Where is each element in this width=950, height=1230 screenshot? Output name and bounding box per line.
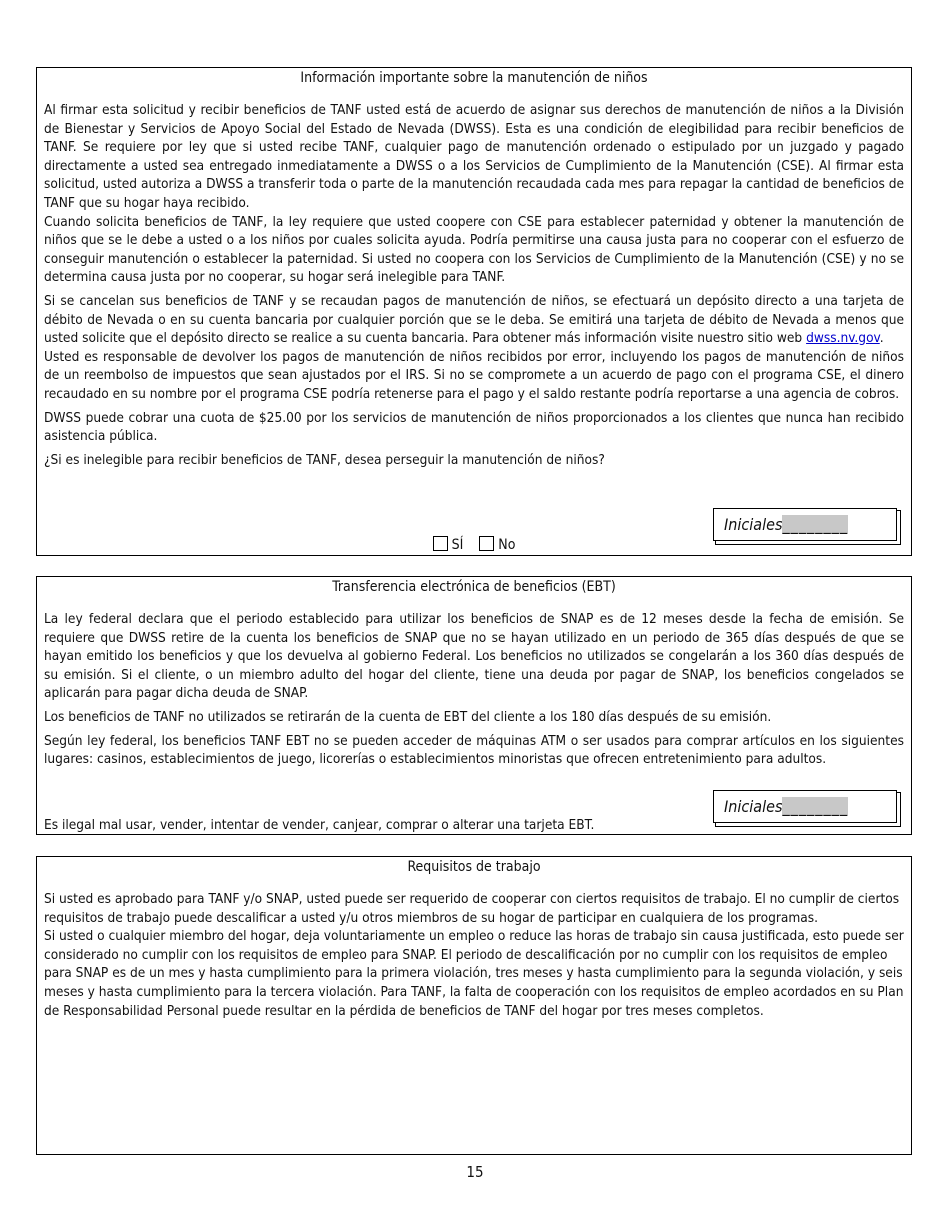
child-support-question: ¿Si es inelegible para recibir beneficios de TANF, desea perseguir la manutención de niños? <box>44 451 605 468</box>
no-checkbox[interactable] <box>479 536 494 551</box>
work-paragraph-1: Si usted es aprobado para TANF y/o SNAP, usted puede ser requerido de cooperar con ciertos requisitos de trabajo. El no cumplir de ciertos requisitos de trabajo puede descalificar a usted y/u otros miembros de su hogar de participar en cualquiera de los programas. <box>44 891 900 926</box>
yes-checkbox[interactable] <box>433 536 448 551</box>
work-requirements-section <box>36 856 912 1155</box>
initials-label: Iniciales <box>724 515 783 534</box>
child-support-answer-options <box>37 536 911 553</box>
page-number: 15 <box>466 1163 484 1181</box>
child-support-paragraph-4: Usted es responsable de devolver los pagos de manutención de niños recibidos por error, incluyendo los pagos de manutención de niños de un reembolso de impuestos que sean ajustados por el IRS. Si no se compromete a un acuerdo de pago con el programa CSE, el dinero recaudado en su nombre por el programa CSE podría retenerse para el pago y el saldo restante podría reportarse a una agencia de cobros. <box>44 348 904 402</box>
no-label: No <box>498 537 516 553</box>
child-support-paragraph-2: Cuando solicita beneficios de TANF, la ley requiere que usted coopere con CSE para establecer paternidad y obtener la manutención de niños que se le debe a usted o a los niños por cuales solicita ayuda. Podría permitirse una causa justa para no cooperar con el esfuerzo de conseguir manutención o establecer la paternidad. Si usted no coopera con los Servicios de Cumplimiento de la Manutención (CSE) y no se determina causa justa por no cooperar, su hogar será inelegible para TANF. <box>44 213 904 286</box>
paragraph-text: . <box>879 330 884 347</box>
ebt-paragraph-4: Es ilegal mal usar, vender, intentar de vender, canjear, comprar o alterar una tarjeta EBT. <box>44 817 595 833</box>
ebt-title: Transferencia electrónica de beneficios (EBT) <box>332 579 616 595</box>
child-support-paragraph-3 <box>44 292 904 348</box>
initials-label: Iniciales <box>724 797 783 816</box>
work-paragraph-2: Si usted o cualquier miembro del hogar, deja voluntariamente un empleo o reduce las horas de trabajo sin causa justificada, esto puede ser considerado no cumplir con los requisitos de empleo para SNAP. El periodo de descalificación por no cumplir con los requisitos de empleo para SNAP es de un mes y hasta cumplimiento para la primera violación, tres meses y hasta cumplimiento para la segunda violación, y seis meses y hasta cumplimiento para la tercera violación. Para TANF, la falta de cooperación con los requisitos de empleo acordados en su Plan de Responsabilidad Personal puede resultar en la pérdida de beneficios de TANF del hogar por tres meses completos. <box>44 928 904 1019</box>
ebt-paragraph-1: La ley federal declara que el periodo establecido para utilizar los beneficios de SNAP es de 12 meses desde la fecha de emisión. Se requiere que DWSS retire de la cuenta los beneficios de SNAP que no se hayan utilizado en un periodo de 365 días después de que se hayan emitido los beneficios y que los devuelva al gobierno Federal. Los beneficios no utilizados se congelarán a los 360 días después de su emisión. Si el cliente, o un miembro adulto del hogar del cliente, tiene una deuda por pagar de SNAP, los beneficios congelados se aplicarán para pagar dicha deuda de SNAP. <box>44 611 904 702</box>
paragraph-text: Si se cancelan sus beneficios de TANF y se recaudan pagos de manutención de niños, se efectuará un depósito directo a una tarjeta de débito de Nevada o en su cuenta bancaria por cualquier porción que se le deba. Se emitirá una tarjeta de débito de Nevada a menos que usted solicite que el depósito directo se realice a su cuenta bancaria. Para obtener más información visite nuestro sitio web <box>44 292 904 347</box>
child-support-title: Información importante sobre la manutención de niños <box>300 70 648 86</box>
ebt-section <box>36 576 912 835</box>
initials-blank: ________ <box>782 515 849 534</box>
work-requirements-title: Requisitos de trabajo <box>407 859 541 875</box>
dwss-website-link[interactable]: dwss.nv.gov <box>806 330 880 347</box>
ebt-initials-field[interactable] <box>713 790 897 823</box>
ebt-paragraph-3: Según ley federal, los beneficios TANF EBT no se pueden acceder de máquinas ATM o ser usados para comprar artículos en los siguientes lugares: casinos, establecimientos de juego, licorerías o establecimientos minoristas que ofrecen entretenimiento para adultos. <box>44 732 904 768</box>
initials-blank: ________ <box>782 797 849 816</box>
ebt-paragraph-2: Los beneficios de TANF no utilizados se retirarán de la cuenta de EBT del cliente a los 180 días después de su emisión. <box>44 708 772 725</box>
yes-label: SÍ <box>451 537 464 553</box>
child-support-paragraph-5: DWSS puede cobrar una cuota de $25.00 por los servicios de manutención de niños proporcionados a los clientes que nunca han recibido asistencia pública. <box>44 409 904 445</box>
child-support-section <box>36 67 912 556</box>
child-support-paragraph-1: Al firmar esta solicitud y recibir beneficios de TANF usted está de acuerdo de asignar sus derechos de manutención de niños a la División de Bienestar y Servicios de Apoyo Social del Estado de Nevada (DWSS). Esta es una condición de elegibilidad para recibir beneficios de TANF. Se requiere por ley que si usted recibe TANF, cualquier pago de manutención ordenado o estipulado por un juzgado y pagado directamente a usted sea entregado inmediatamente a DWSS o a los Servicios de Cumplimiento de la Manutención (CSE). Al firmar esta solicitud, usted autoriza a DWSS a transferir toda o parte de la manutención recaudada cada mes para repagar la cantidad de beneficios de TANF que su hogar haya recibido. <box>44 102 904 211</box>
